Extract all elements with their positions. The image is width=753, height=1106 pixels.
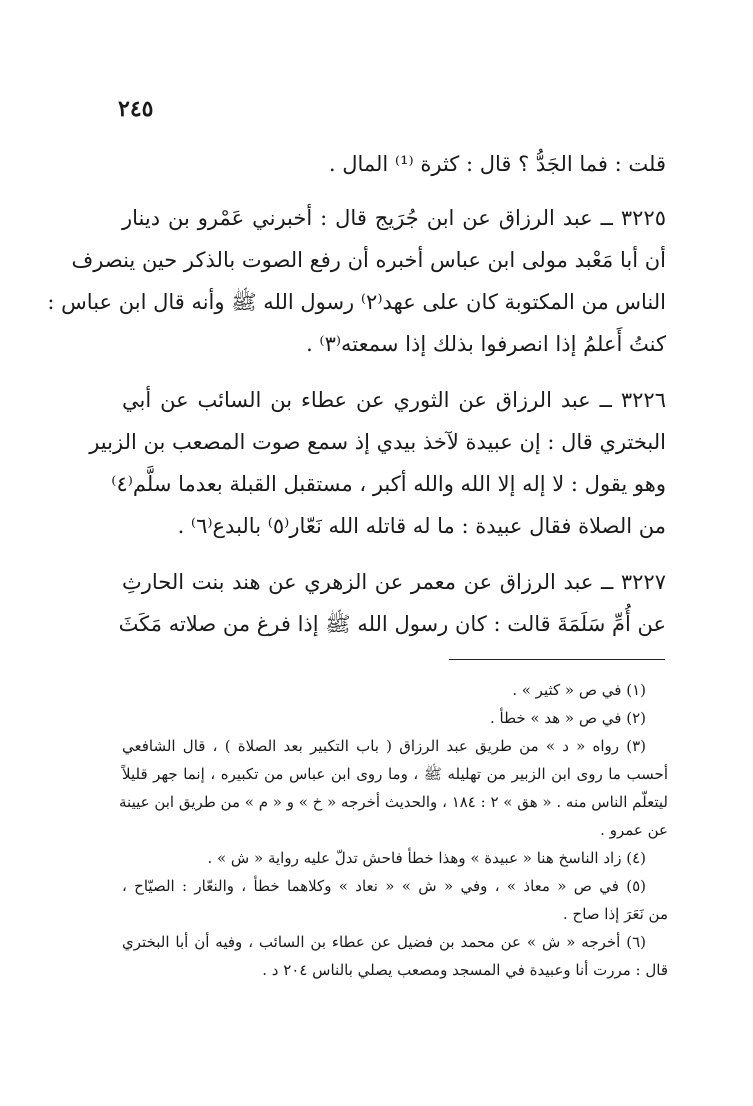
text-line: البختري قال : إن عبيدة لآخذ بيدي إذ سمع صوت المصعب بن الزبير	[89, 430, 666, 454]
footnote-3-line: (٣) رواه « د » من طريق عبد الرزاق ( باب التكبير بعد الصلاة ) ، قال الشافعي	[122, 737, 646, 755]
footnote-3-line: عن عمرو .	[600, 821, 668, 839]
footnotes	[119, 676, 668, 984]
footnote-6-line: (٦) أخرجه « ش » عن محمد بن فضيل عن عطاء بن السائب ، وفيه أن أبا البختري	[122, 933, 646, 951]
footnote-5-line: (٥) في ص « معاذ » ، وفي « ش » « نعاد » وكلاهما خطأ ، والنعّار : الصيّاح ،	[122, 877, 646, 895]
footnote-divider	[449, 659, 665, 660]
text-line: ٣٢٢٥ ــ عبد الرزاق عن ابن جُرَيج قال : أخبرني عَمْرو بن دينار	[122, 206, 666, 230]
paragraph-intro	[122, 143, 666, 185]
text-line: عن أُمِّ سَلَمَةَ قالت : كان رسول الله ﷺ إذا فرغ من صلاته مَكَثَ	[118, 612, 666, 636]
text-line: وهو يقول : لا إله إلا الله والله أكبر ، مستقبل القبلة بعدما سلَّم⁽٤⁾	[111, 472, 666, 496]
footnote-2: (٢) في ص « هد » خطأ .	[489, 709, 646, 727]
footnote-6-line: قال : مررت أنا وعبيدة في المسجد ومصعب يصلي بالناس ٢٠٤ د .	[262, 961, 668, 979]
footnote-4: (٤) زاد الناسخ هنا « عبيدة » وهذا خطأ فاحش تدلّ عليه رواية « ش » .	[207, 849, 646, 867]
footnote-5-line: من نَعَرَ إذا صاح .	[563, 905, 668, 923]
paragraph-hadith-3226	[89, 379, 666, 547]
text-line: ٣٢٢٧ ــ عبد الرزاق عن معمر عن الزهري عن هند بنت الحارثِ	[122, 570, 666, 594]
footnote-1: (١) في ص « كثير » .	[512, 681, 646, 699]
footnote-3-line: أحسب ما روى ابن الزبير من تهليله ﷺ ، وما روى ابن عباس من تكبيره ، إنما جهر قليلاً	[122, 765, 668, 783]
text-line: ٣٢٢٦ ــ عبد الرزاق عن الثوري عن عطاء بن السائب عن أبي	[122, 388, 666, 412]
page-number: ٢٤٥	[118, 96, 154, 122]
text-line: الناس من المكتوبة كان على عهد⁽٢⁾ رسول الله ﷺ وأنه قال ابن عباس :	[47, 290, 666, 314]
text-line: أن أبا مَعْبد مولى ابن عباس أخبره أن رفع الصوت بالذكر حين ينصرف	[71, 248, 666, 272]
paragraph-hadith-3227	[118, 561, 666, 645]
paragraph-hadith-3225	[47, 197, 666, 365]
footnote-3-line: ليتعلّم الناس منه . « هق » ٢ : ١٨٤ ، والحديث أخرجه « خ » و « م » من طريق ابن عيينة	[119, 793, 668, 811]
text-line: كنتُ أَعلمُ إذا انصرفوا بذلك إذا سمعته⁽٣⁾ .	[306, 332, 666, 356]
text-line: قلت : فما الجَدُّ ؟ قال : كثرة ⁽¹⁾ المال .	[328, 152, 666, 176]
text-line: من الصلاة فقال عبيدة : ما له قاتله الله نَعّار⁽٥⁾ بالبدع⁽٦⁾ .	[177, 514, 666, 538]
